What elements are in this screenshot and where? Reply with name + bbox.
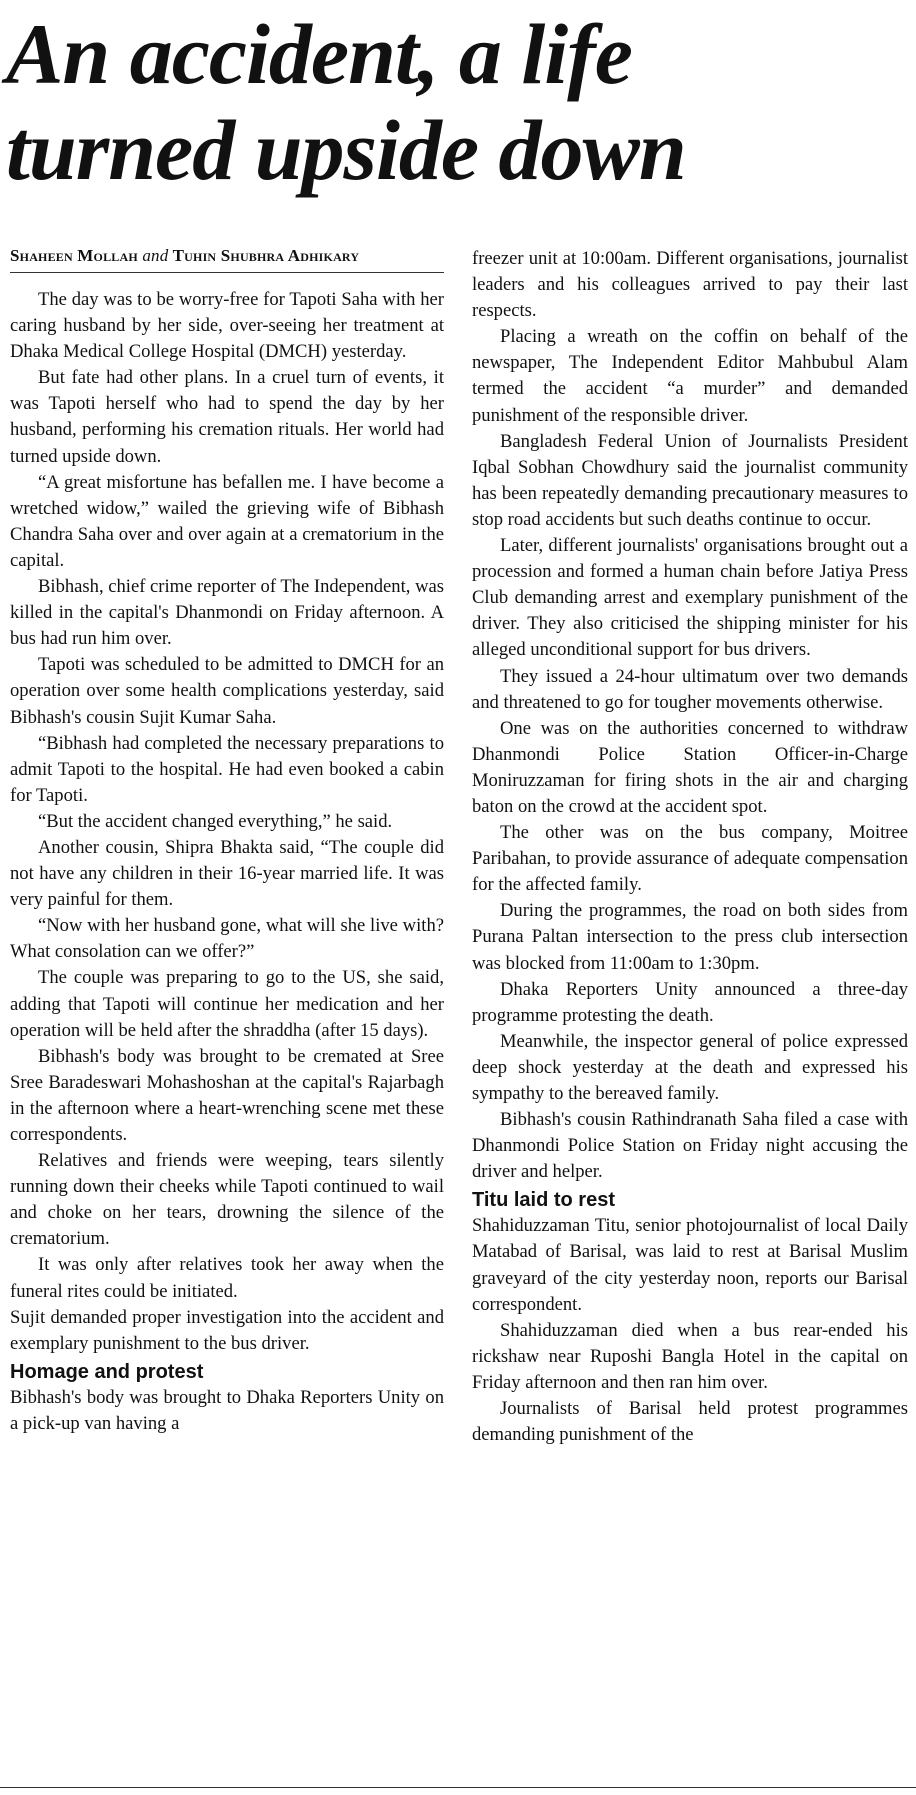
paragraph: Tapoti was scheduled to be admitted to DMCH for an operation over some health complications yesterday, said Bibhash's cousin Sujit Kumar Saha. xyxy=(10,654,444,728)
paragraph: Bibhash's cousin Rathindranath Saha filed a case with Dhanmondi Police Station on Friday night accusing the driver and helper. xyxy=(472,1109,908,1183)
paragraph: The couple was preparing to go to the US, she said, adding that Tapoti will continue her medication and her operation will be held after the shraddha (after 15 days). xyxy=(10,967,444,1041)
paragraph: Placing a wreath on the coffin on behalf of the newspaper, The Independent Editor Mahbubul Alam termed the accident “a murder” and demanded punishment of the responsible driver. xyxy=(472,326,908,426)
paragraph: Journalists of Barisal held protest programmes demanding punishment of the xyxy=(472,1398,908,1446)
paragraph: “Bibhash had completed the necessary preparations to admit Tapoti to the hospital. He had even booked a cabin for Tapoti. xyxy=(10,732,444,806)
byline-author-1: Shaheen Mollah xyxy=(10,246,138,265)
paragraph: “But the accident changed everything,” he said. xyxy=(38,810,393,832)
paragraph: Meanwhile, the inspector general of police expressed deep shock yesterday at the death and expressed his sympathy to the bereaved family. xyxy=(472,1030,908,1104)
paragraph: Dhaka Reporters Unity announced a three-day programme protesting the death. xyxy=(472,978,908,1026)
paragraph: During the programmes, the road on both sides from Purana Paltan intersection to the press club intersection was blocked from 11:00am to 1:30pm. xyxy=(472,900,908,974)
left-column xyxy=(10,246,444,1437)
headline-line-2: turned upside down xyxy=(6,102,686,198)
paragraph: It was only after relatives took her away when the funeral rites could be initiated. xyxy=(10,1254,444,1302)
paragraph: “A great misfortune has befallen me. I have become a wretched widow,” wailed the grieving wife of Bibhash Chandra Saha over and over again at a crematorium in the capital. xyxy=(10,471,444,571)
paragraph-unindented: Sujit demanded proper investigation into the accident and exemplary punishment to the bus driver. xyxy=(10,1306,444,1354)
subhead-titu-laid-to-rest: Titu laid to rest xyxy=(472,1189,615,1212)
paragraph: Another cousin, Shipra Bhakta said, “The couple did not have any children in their 16-year married life. It was very painful for them. xyxy=(10,836,444,911)
paragraph: Shahiduzzaman died when a bus rear-ended his rickshaw near Ruposhi Bangla Hotel in the capital on Friday afternoon and then ran him over. xyxy=(472,1319,908,1393)
paragraph: The day was to be worry-free for Tapoti Saha with her caring husband by her side, over-seeing her treatment at Dhaka Medical College Hospital (DMCH) yesterday. xyxy=(10,289,444,363)
byline-author-2: Tuhin Shubhra Adhikary xyxy=(172,246,360,265)
paragraph: Later, different journalists' organisations brought out a procession and formed a human chain before Jatiya Press Club demanding arrest and exemplary punishment of the driver. They also criticised the shipping minister for his alleged unconditional support for bus drivers. xyxy=(472,535,908,661)
byline-conjunction: and xyxy=(142,246,169,265)
paragraph: Bangladesh Federal Union of Journalists President Iqbal Sobhan Chowdhury said the journalist community has been repeatedly demanding precautionary measures to stop road accidents but such deaths continue to occur. xyxy=(472,430,908,530)
bottom-rule xyxy=(0,1787,916,1788)
paragraph-titu-first: Shahiduzzaman Titu, senior photojournalist of local Daily Matabad of Barisal, was laid to rest at Barisal Muslim graveyard of the city yesterday noon, reports our Barisal correspondent. xyxy=(472,1215,908,1315)
headline xyxy=(6,6,910,198)
right-column xyxy=(472,246,908,1448)
paragraph: But fate had other plans. In a cruel turn of events, it was Tapoti herself who had to spend the day by her husband, performing his cremation rituals. Her world had turned upside down. xyxy=(10,367,444,467)
paragraph-continuation: freezer unit at 10:00am. Different organisations, journalist leaders and his colleagues arrived to pay their last respects. xyxy=(472,248,908,322)
headline-line-1: An accident, a life xyxy=(6,6,632,102)
paragraph: Relatives and friends were weeping, tears silently running down their cheeks while Tapoti continued to wail and choke on her tears, drowning the silence of the crematorium. xyxy=(10,1150,444,1250)
paragraph: The other was on the bus company, Moitree Paribahan, to provide assurance of adequate compensation for the affected family. xyxy=(472,822,908,896)
paragraph: Bibhash's body was brought to be cremated at Sree Sree Baradeswari Mohashoshan at the capital's Rajarbagh in the afternoon where a heart-wrenching scene met these correspondents. xyxy=(10,1045,444,1145)
paragraph: Bibhash, chief crime reporter of The Independent, was killed in the capital's Dhanmondi on Friday afternoon. A bus had run him over. xyxy=(10,576,444,650)
byline xyxy=(10,246,444,273)
paragraph: They issued a 24-hour ultimatum over two demands and threatened to go for tougher movements otherwise. xyxy=(472,665,908,713)
paragraph: One was on the authorities concerned to withdraw Dhanmondi Police Station Officer-in-Charge Moniruzzaman for firing shots in the air and charging baton on the crowd at the accident spot. xyxy=(472,717,908,817)
subhead-homage-and-protest: Homage and protest xyxy=(10,1360,204,1383)
paragraph: “Now with her husband gone, what will she live with? What consolation can we offer?” xyxy=(10,915,444,963)
paragraph-homage-first: Bibhash's body was brought to Dhaka Reporters Unity on a pick-up van having a xyxy=(10,1386,444,1434)
